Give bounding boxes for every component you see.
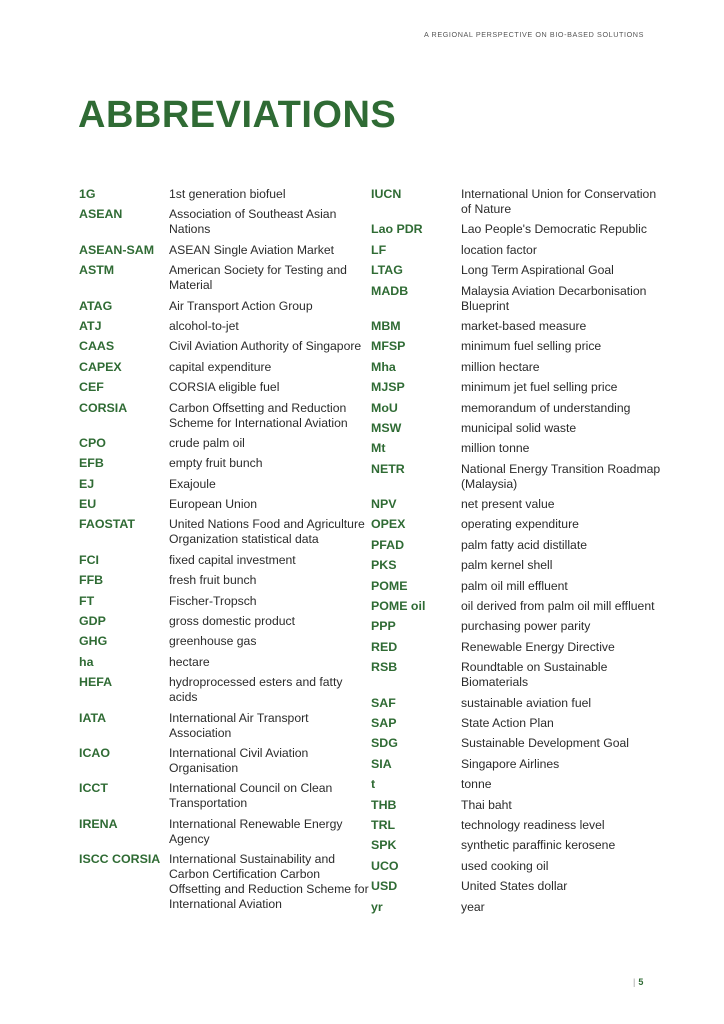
abbreviation-term: ICCT — [79, 781, 108, 796]
abbreviation-row — [79, 614, 369, 629]
abbreviation-term: HEFA — [79, 675, 113, 690]
abbreviation-row — [371, 859, 661, 874]
abbreviation-row — [371, 900, 661, 915]
abbreviation-row — [371, 798, 661, 813]
abbreviation-row — [79, 263, 369, 293]
abbreviation-row — [371, 380, 661, 395]
abbreviation-row — [371, 640, 661, 655]
abbreviation-term: FFB — [79, 573, 104, 588]
abbreviation-row — [371, 339, 661, 354]
abbreviation-row — [79, 573, 369, 588]
abbreviation-definition: operating expenditure — [461, 517, 579, 532]
abbreviation-definition: greenhouse gas — [169, 634, 257, 649]
abbreviation-definition: International Sustainability and Carbon Certification Carbon Offsetting and Reduction Scheme for International Aviation — [169, 852, 369, 912]
abbreviation-definition: United Nations Food and Agriculture Organization statistical data — [169, 517, 365, 547]
abbreviation-definition: location factor — [461, 242, 537, 257]
abbreviation-definition: market-based measure — [461, 318, 587, 333]
abbreviation-row — [79, 477, 369, 492]
abbreviation-row — [371, 319, 661, 334]
abbreviation-row — [371, 558, 661, 573]
abbreviation-row — [79, 243, 369, 258]
abbreviation-row — [79, 456, 369, 471]
abbreviation-row — [79, 711, 369, 741]
abbreviation-definition: Lao People's Democratic Republic — [461, 222, 647, 237]
abbreviation-term: MJSP — [371, 380, 405, 395]
footer-divider: | — [633, 977, 636, 987]
abbreviation-term: IRENA — [79, 816, 118, 831]
abbreviation-definition: Singapore Airlines — [461, 756, 560, 771]
abbreviation-definition: International Civil Aviation Organisation — [169, 745, 309, 775]
abbreviation-definition: net present value — [461, 497, 555, 512]
abbreviation-row — [79, 436, 369, 451]
abbreviation-definition: crude palm oil — [169, 435, 245, 450]
abbreviation-definition: million hectare — [461, 359, 540, 374]
abbreviation-definition: American Society for Testing and Material — [169, 263, 347, 293]
abbreviation-row — [371, 462, 661, 492]
abbreviation-term: MADB — [371, 283, 409, 298]
page-number: 5 — [638, 977, 644, 987]
abbreviation-term: UCO — [371, 858, 399, 873]
abbreviation-term: FAOSTAT — [79, 517, 135, 532]
abbreviation-term: yr — [371, 899, 383, 914]
abbreviation-definition: International Union for Conservation of Nature — [461, 187, 657, 216]
abbreviation-definition: CORSIA eligible fuel — [169, 380, 280, 395]
abbreviation-term: IATA — [79, 710, 107, 725]
abbreviation-term: CORSIA — [79, 400, 128, 415]
abbreviation-definition: Sustainable Development Goal — [461, 736, 630, 751]
abbreviation-definition: sustainable aviation fuel — [461, 695, 592, 710]
abbreviation-term: USD — [371, 879, 398, 894]
abbreviation-term: RSB — [371, 660, 398, 675]
abbreviation-definition: International Air Transport Association — [169, 710, 309, 740]
abbreviation-definition: United States dollar — [461, 879, 568, 894]
abbreviation-definition: palm kernel shell — [461, 558, 553, 573]
abbreviation-term: ha — [79, 654, 94, 669]
abbreviation-term: PPP — [371, 619, 396, 634]
page-footer — [633, 977, 643, 987]
abbreviation-definition: hectare — [169, 654, 210, 669]
abbreviation-definition: Civil Aviation Authority of Singapore — [169, 339, 362, 354]
abbreviation-row — [371, 187, 661, 217]
abbreviation-term: OPEX — [371, 517, 406, 532]
abbreviation-term: ASEAN-SAM — [79, 242, 155, 257]
abbreviation-definition: year — [461, 899, 485, 914]
abbreviation-definition: Malaysia Aviation Decarbonisation Blueprint — [461, 283, 647, 313]
abbreviation-definition: tonne — [461, 777, 492, 792]
abbreviation-definition: million tonne — [461, 441, 530, 456]
abbreviation-row — [79, 380, 369, 395]
abbreviation-term: Lao PDR — [371, 222, 423, 237]
abbreviation-definition: synthetic paraffinic kerosene — [461, 838, 616, 853]
page-title: ABBREVIATIONS — [78, 94, 397, 136]
abbreviation-term: CPO — [79, 435, 106, 450]
abbreviation-row — [371, 401, 661, 416]
abbreviation-term: RED — [371, 639, 398, 654]
abbreviation-definition: European Union — [169, 497, 258, 512]
abbreviation-row — [79, 634, 369, 649]
abbreviation-term: PFAD — [371, 537, 405, 552]
abbreviation-term: POME oil — [371, 599, 426, 614]
abbreviation-definition: Fischer-Tropsch — [169, 593, 257, 608]
abbreviation-row — [79, 817, 369, 847]
abbreviation-term: SAF — [371, 695, 396, 710]
abbreviation-row — [79, 299, 369, 314]
abbreviation-row — [371, 538, 661, 553]
abbreviation-row — [79, 655, 369, 670]
abbreviation-definition: empty fruit bunch — [169, 456, 263, 471]
abbreviation-term: THB — [371, 797, 397, 812]
abbreviation-term: ATAG — [79, 298, 113, 313]
abbreviation-definition: oil derived from palm oil mill effluent — [461, 599, 655, 614]
abbreviation-term: ASTM — [79, 263, 115, 278]
abbreviation-definition: purchasing power parity — [461, 619, 591, 634]
abbreviation-term: TRL — [371, 817, 396, 832]
abbreviation-definition: International Renewable Energy Agency — [169, 816, 343, 846]
abbreviation-definition: Renewable Energy Directive — [461, 639, 615, 654]
abbreviation-term: NETR — [371, 461, 405, 476]
abbreviation-term: ASEAN — [79, 207, 123, 222]
abbreviation-row — [371, 619, 661, 634]
abbreviation-term: CEF — [79, 380, 104, 395]
abbreviation-row — [371, 696, 661, 711]
abbreviation-definition: capital expenditure — [169, 359, 272, 374]
abbreviation-term: EJ — [79, 476, 95, 491]
abbreviation-definition: Air Transport Action Group — [169, 298, 313, 313]
abbreviation-definition: Association of Southeast Asian Nations — [169, 207, 337, 237]
abbreviation-definition: fixed capital investment — [169, 552, 296, 567]
abbreviation-term: LF — [371, 242, 387, 257]
abbreviation-definition: hydroprocessed esters and fatty acids — [169, 675, 343, 705]
running-header: A REGIONAL PERSPECTIVE ON BIO-BASED SOLUTIONS — [423, 30, 644, 39]
abbreviation-row — [79, 187, 369, 202]
abbreviation-row — [371, 599, 661, 614]
abbreviation-row — [79, 207, 369, 237]
abbreviation-row — [79, 517, 369, 547]
abbreviation-term: t — [371, 777, 376, 792]
abbreviation-term: LTAG — [371, 263, 403, 278]
abbreviation-definition: palm fatty acid distillate — [461, 537, 587, 552]
abbreviation-term: MBM — [371, 318, 401, 333]
abbreviation-term: MSW — [371, 420, 402, 435]
abbreviation-definition: palm oil mill effluent — [461, 578, 568, 593]
abbreviation-term: FCI — [79, 552, 99, 567]
abbreviation-term: SAP — [371, 715, 397, 730]
abbreviation-row — [79, 746, 369, 776]
abbreviation-row — [371, 497, 661, 512]
abbreviation-row — [371, 879, 661, 894]
abbreviation-term: CAAS — [79, 339, 115, 354]
abbreviation-term: CAPEX — [79, 359, 122, 374]
abbreviation-definition: municipal solid waste — [461, 420, 577, 435]
abbreviation-row — [371, 360, 661, 375]
abbreviation-definition: ASEAN Single Aviation Market — [169, 242, 335, 257]
abbreviation-term: NPV — [371, 497, 397, 512]
abbreviation-definition: technology readiness level — [461, 817, 605, 832]
abbreviation-term: GHG — [79, 634, 108, 649]
abbreviation-row — [371, 243, 661, 258]
abbreviation-row — [371, 757, 661, 772]
abbreviation-definition: National Energy Transition Roadmap (Malaysia) — [461, 461, 661, 491]
abbreviation-definition: minimum jet fuel selling price — [461, 380, 618, 395]
abbreviation-definition: Carbon Offsetting and Reduction Scheme for International Aviation — [169, 400, 348, 430]
abbreviation-row — [371, 517, 661, 532]
abbreviation-row — [371, 716, 661, 731]
abbreviation-term: 1G — [79, 187, 96, 201]
abbreviation-row — [371, 660, 661, 690]
abbreviation-definition: Exajoule — [169, 476, 216, 491]
abbreviation-term: SPK — [371, 838, 397, 853]
abbreviation-term: Mt — [371, 441, 386, 456]
abbreviation-term: EU — [79, 497, 97, 512]
abbreviation-definition: 1st generation biofuel — [169, 187, 286, 201]
abbreviation-row — [79, 360, 369, 375]
abbreviation-term: POME — [371, 578, 408, 593]
abbreviation-row — [371, 579, 661, 594]
abbreviation-term: MFSP — [371, 339, 406, 354]
abbreviation-row — [371, 838, 661, 853]
abbreviation-term: GDP — [79, 614, 106, 629]
abbreviation-row — [79, 553, 369, 568]
abbreviation-row — [79, 339, 369, 354]
abbreviation-row — [79, 401, 369, 431]
abbreviation-row — [371, 777, 661, 792]
abbreviation-term: ICAO — [79, 745, 110, 760]
abbreviation-row — [371, 736, 661, 751]
abbreviation-term: FT — [79, 593, 95, 608]
abbreviation-row — [79, 675, 369, 705]
abbreviation-definition: Long Term Aspirational Goal — [461, 263, 614, 278]
abbreviation-row — [371, 818, 661, 833]
abbreviation-row — [79, 594, 369, 609]
abbreviations-column-left — [79, 187, 369, 918]
abbreviation-definition: Roundtable on Sustainable Biomaterials — [461, 660, 608, 690]
abbreviation-definition: used cooking oil — [461, 858, 549, 873]
abbreviation-row — [371, 284, 661, 314]
abbreviation-definition: State Action Plan — [461, 715, 554, 730]
abbreviation-term: ISCC CORSIA — [79, 852, 161, 867]
abbreviation-row — [79, 852, 369, 912]
abbreviation-row — [79, 781, 369, 811]
abbreviation-term: ATJ — [79, 318, 102, 333]
abbreviation-row — [371, 263, 661, 278]
abbreviations-column-right — [371, 187, 661, 920]
abbreviation-row — [79, 319, 369, 334]
abbreviation-definition: minimum fuel selling price — [461, 339, 602, 354]
abbreviation-definition: alcohol-to-jet — [169, 318, 239, 333]
abbreviation-definition: fresh fruit bunch — [169, 573, 257, 588]
abbreviation-row — [79, 497, 369, 512]
abbreviation-row — [371, 421, 661, 436]
abbreviation-definition: memorandum of understanding — [461, 400, 631, 415]
abbreviation-definition: Thai baht — [461, 797, 512, 812]
abbreviation-row — [371, 441, 661, 456]
abbreviation-term: MoU — [371, 400, 398, 415]
abbreviation-term: IUCN — [371, 187, 402, 201]
abbreviation-term: Mha — [371, 359, 396, 374]
abbreviation-term: EFB — [79, 456, 104, 471]
abbreviation-term: PKS — [371, 558, 397, 573]
abbreviation-definition: International Council on Clean Transportation — [169, 781, 333, 811]
abbreviation-term: SDG — [371, 736, 398, 751]
abbreviation-row — [371, 222, 661, 237]
abbreviation-term: SIA — [371, 756, 392, 771]
abbreviation-definition: gross domestic product — [169, 614, 295, 629]
